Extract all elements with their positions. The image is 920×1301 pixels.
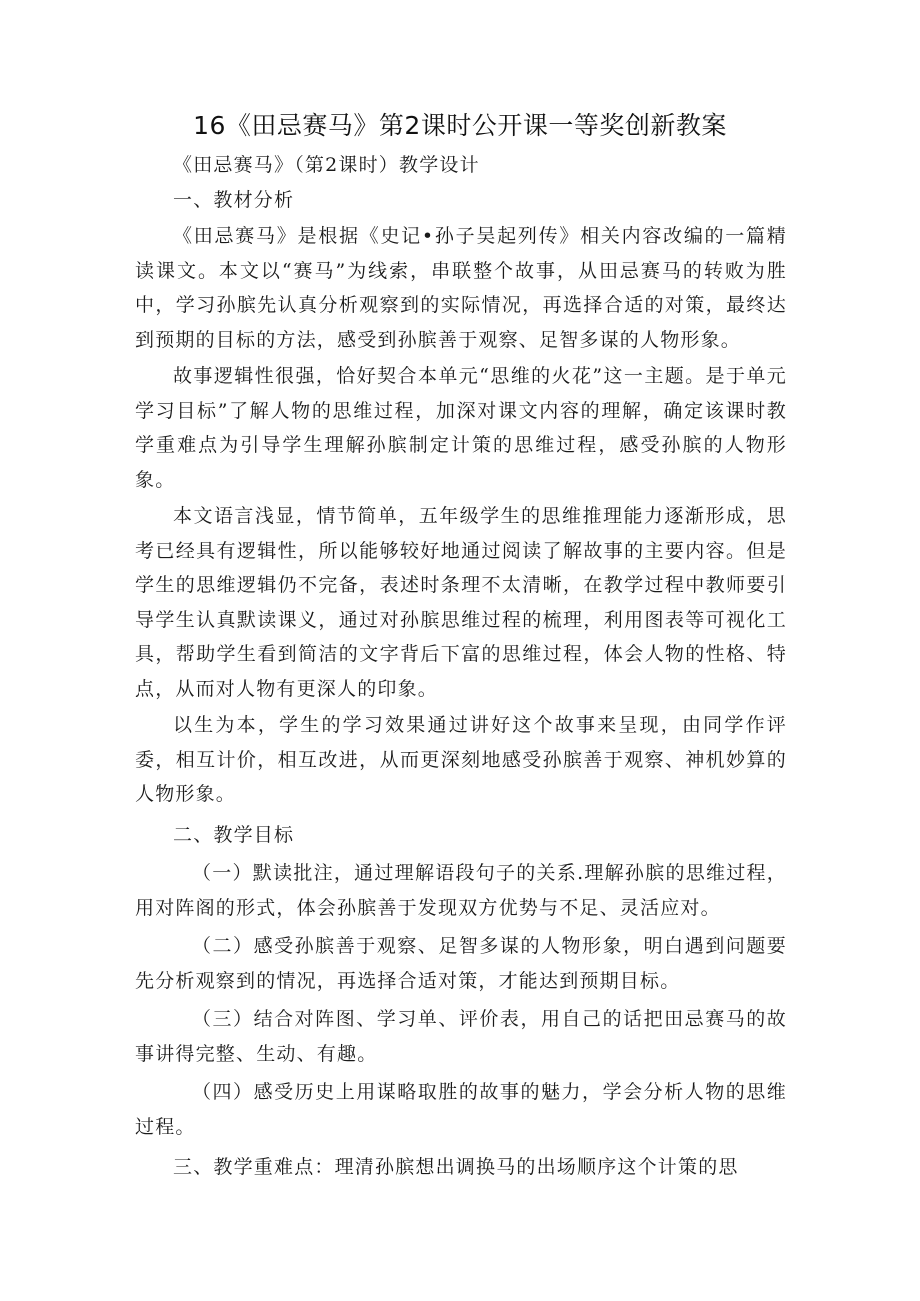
paragraph: 本文语言浅显，情节简单，五年级学生的思维推理能力逐渐形成，思考已经具有逻辑性，所以能够较好地通过阅读了解故事的主要内容。但是学生的思维逻辑仍不完备，表述时条理不太清晰，在教学过程中教师要引导学生认真默读课义，通过对孙膑思维过程的梳理，利用图表等可视化工具，帮助学生看到简洁的文字背后下富的思维过程，体会人物的性格、特点，从而对人物有更深人的印象。 [135,505,787,700]
section-heading-objectives: 二、教学目标 [173,823,295,846]
document-title: 16《田忌赛马》第2课时公开课一等奖创新教案 [193,111,727,140]
objective-item: （二）感受孙膑善于观察、足智多谋的人物形象，明白遇到问题要先分析观察到的情况，再选择合适对策，才能达到预期目标。 [135,935,787,992]
paragraph: 《田忌赛马》是根据《史记•孙子吴起列传》相关内容改编的一篇精读课文。本文以“赛马”为线索，串联整个故事，从田忌赛马的转败为胜中，学习孙膑先认真分析观察到的实际情况，再选择合适的对策，最终达到预期的目标的方法，感受到孙膑善于观察、足智多谋的人物形象。 [135,225,787,351]
objective-item: （一）默读批注，通过理解语段句子的关系.理解孙膑的思维过程，用对阵阁的形式，体会孙膑善于发现双方优势与不足、灵活应对。 [135,862,787,919]
section-heading-analysis: 一、教材分析 [173,188,295,211]
objective-item: （三）结合对阵图、学习单、评价表，用自己的话把田忌赛马的故事讲得完整、生动、有趣。 [135,1008,787,1065]
document-subtitle: 《田忌赛马》（第2课时）教学设计 [173,154,480,176]
document-body [135,148,787,1185]
objective-item: （四）感受历史上用谋略取胜的故事的魅力，学会分析人物的思维过程。 [135,1081,787,1138]
paragraph: 故事逻辑性很强，恰好契合本单元“思维的火花”这一主题。是于单元学习目标”了解人物的思维过程，加深对课文内容的理解，确定该课时教学重难点为引导学生理解孙膑制定计策的思维过程，感受孙膑的人物形象。 [135,365,787,491]
paragraph: 以生为本，学生的学习效果通过讲好这个故事来呈现，由同学作评委，相互计价，相互改进，从而更深刻地感受孙膑善于观察、神机妙算的人物形象。 [135,714,787,805]
section-heading-key-points: 三、教学重难点：理清孙膑想出调换马的出场顺序这个计策的思 [173,1156,739,1178]
